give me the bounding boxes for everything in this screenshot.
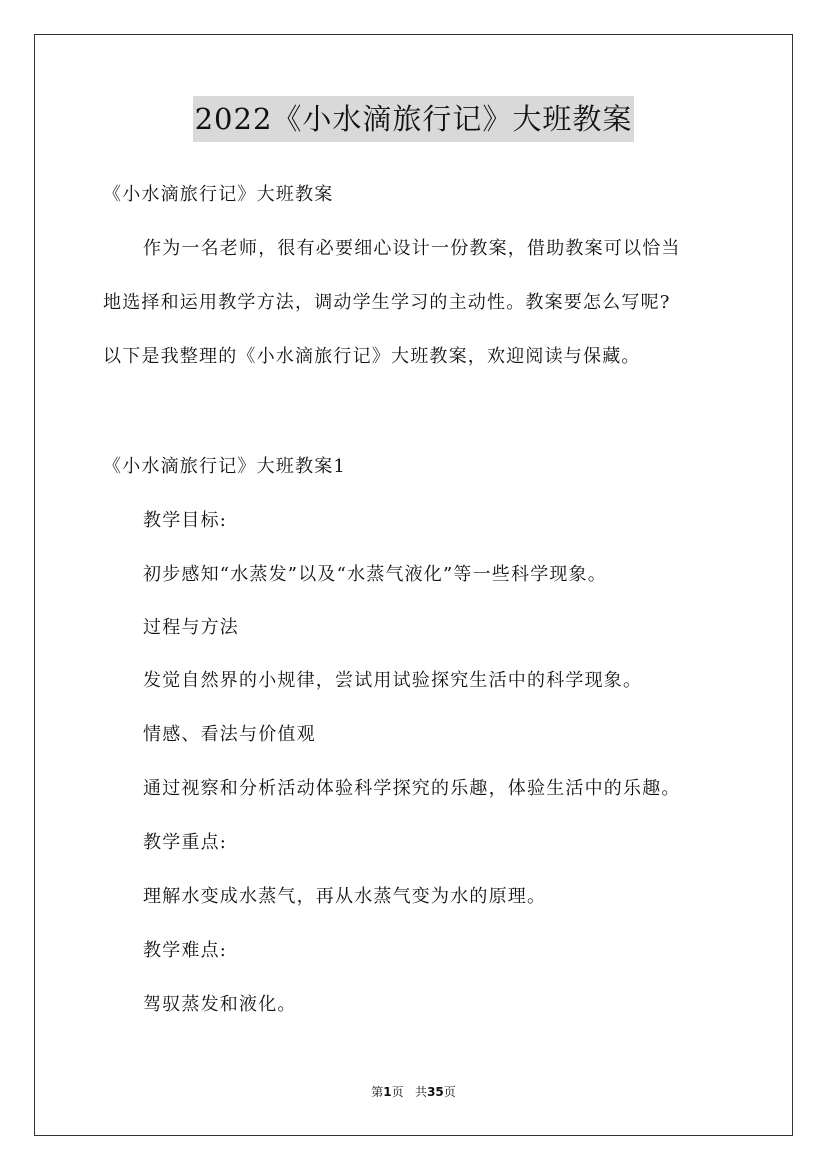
footer-page-prefix: 第	[371, 1085, 384, 1099]
section-line: 过程与方法	[143, 617, 239, 638]
section-line: 驾驭蒸发和液化。	[143, 994, 297, 1015]
intro-line-2: 地选择和运用教学方法，调动学生学习的主动性。教案要怎么写呢?	[103, 292, 671, 313]
section-line: 教学重点:	[143, 832, 228, 853]
footer-page-total: 35	[427, 1085, 444, 1099]
section-line: 初步感知“水蒸发”以及“水蒸气液化”等一些科学现象。	[143, 564, 608, 585]
page-footer	[0, 1083, 827, 1100]
intro-line-1: 作为一名老师，很有必要细心设计一份教案，借助教案可以恰当	[143, 238, 681, 259]
intro-line-3: 以下是我整理的《小水滴旅行记》大班教案，欢迎阅读与保藏。	[103, 346, 641, 367]
section-line: 发觉自然界的小规律，尝试用试验探究生活中的科学现象。	[143, 670, 643, 691]
section-line: 教学目标:	[143, 510, 228, 531]
document-title-wrapper	[0, 96, 827, 142]
section-line: 通过视察和分析活动体验科学探究的乐趣，体验生活中的乐趣。	[143, 778, 681, 799]
footer-total-prefix: 共	[415, 1085, 428, 1099]
footer-total-suffix: 页	[443, 1085, 456, 1099]
document-subtitle: 《小水滴旅行记》大班教案	[103, 184, 334, 205]
section-line: 情感、看法与价值观	[143, 724, 316, 745]
footer-page-current: 1	[383, 1085, 392, 1099]
section-line: 理解水变成水蒸气，再从水蒸气变为水的原理。	[143, 886, 547, 907]
section-title: 《小水滴旅行记》大班教案1	[103, 456, 347, 477]
footer-page-suffix: 页	[391, 1085, 404, 1099]
section-line: 教学难点:	[143, 940, 228, 961]
document-title: 2022《小水滴旅行记》大班教案	[193, 96, 635, 142]
